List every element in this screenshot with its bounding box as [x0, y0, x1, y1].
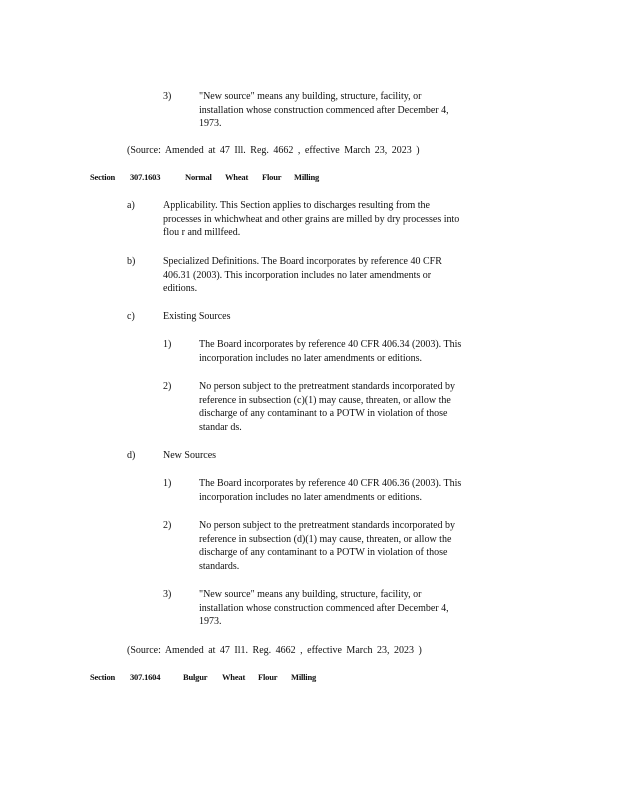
item-number: 3): [163, 589, 172, 600]
section-number: 307.1604: [130, 672, 161, 682]
item-text: "New source" means any building, structure, facility, or installation whose construction commenced after December 4, 1973.: [199, 589, 449, 627]
subsection-label: b): [127, 256, 136, 267]
section-number: 307.1603: [130, 172, 161, 182]
section-title-word: Milling: [291, 672, 317, 682]
section-word: Section: [90, 672, 116, 682]
section-title-word: Flour: [258, 672, 278, 682]
subsection-text: Specialized Definitions. The Board incorporates by reference 40 CFR 406.31 (2003). This incorporation includes no later amendments or editions.: [163, 256, 442, 294]
source-note: (Source: Amended at 47 Ill. Reg. 4662 , effective March 23, 2023 ): [127, 145, 420, 156]
section-word: Section: [90, 172, 116, 182]
section-title-word: Bulgur: [183, 672, 208, 682]
section-title-word: Normal: [185, 172, 212, 182]
subsection-label: d): [127, 450, 136, 461]
section-title-word: Wheat: [225, 172, 249, 182]
item-number: 1): [163, 339, 172, 350]
item-number: 2): [163, 520, 172, 531]
item-text: "New source" means any building, structure, facility, or installation whose construction commenced after December 4, 1973.: [199, 91, 449, 129]
item-number: 1): [163, 478, 172, 489]
item-text: The Board incorporates by reference 40 CFR 406.34 (2003). This incorporation includes no later amendments or editions.: [199, 339, 462, 364]
subsection-text: Applicability. This Section applies to discharges resulting from the processes in whichwheat and other grains are milled by dry processes into flou r and millfeed.: [163, 200, 460, 238]
section-heading: [0, 172, 618, 184]
section-title-word: Flour: [262, 172, 282, 182]
section-heading: [0, 672, 618, 684]
section-title-word: Milling: [294, 172, 320, 182]
subsection-label: a): [127, 200, 135, 211]
subsection-heading: New Sources: [163, 450, 217, 461]
item-text: No person subject to the pretreatment standards incorporated by reference in subsection (d)(1) may cause, threaten, or allow the discharge of any contaminant to a POTW in violation of those standards.: [199, 520, 456, 572]
item-text: The Board incorporates by reference 40 CFR 406.36 (2003). This incorporation includes no later amendments or editions.: [199, 478, 462, 503]
item-number: 3): [163, 91, 172, 102]
subsection-heading: Existing Sources: [163, 311, 231, 322]
item-text: No person subject to the pretreatment standards incorporated by reference in subsection (c)(1) may cause, threaten, or allow the discharge of any contaminant to a POTW in violation of those standar ds.: [199, 381, 456, 433]
source-note: (Source: Amended at 47 Il1. Reg. 4662 , effective March 23, 2023 ): [127, 645, 422, 656]
subsection-label: c): [127, 311, 135, 322]
item-number: 2): [163, 381, 172, 392]
section-title-word: Wheat: [222, 672, 246, 682]
